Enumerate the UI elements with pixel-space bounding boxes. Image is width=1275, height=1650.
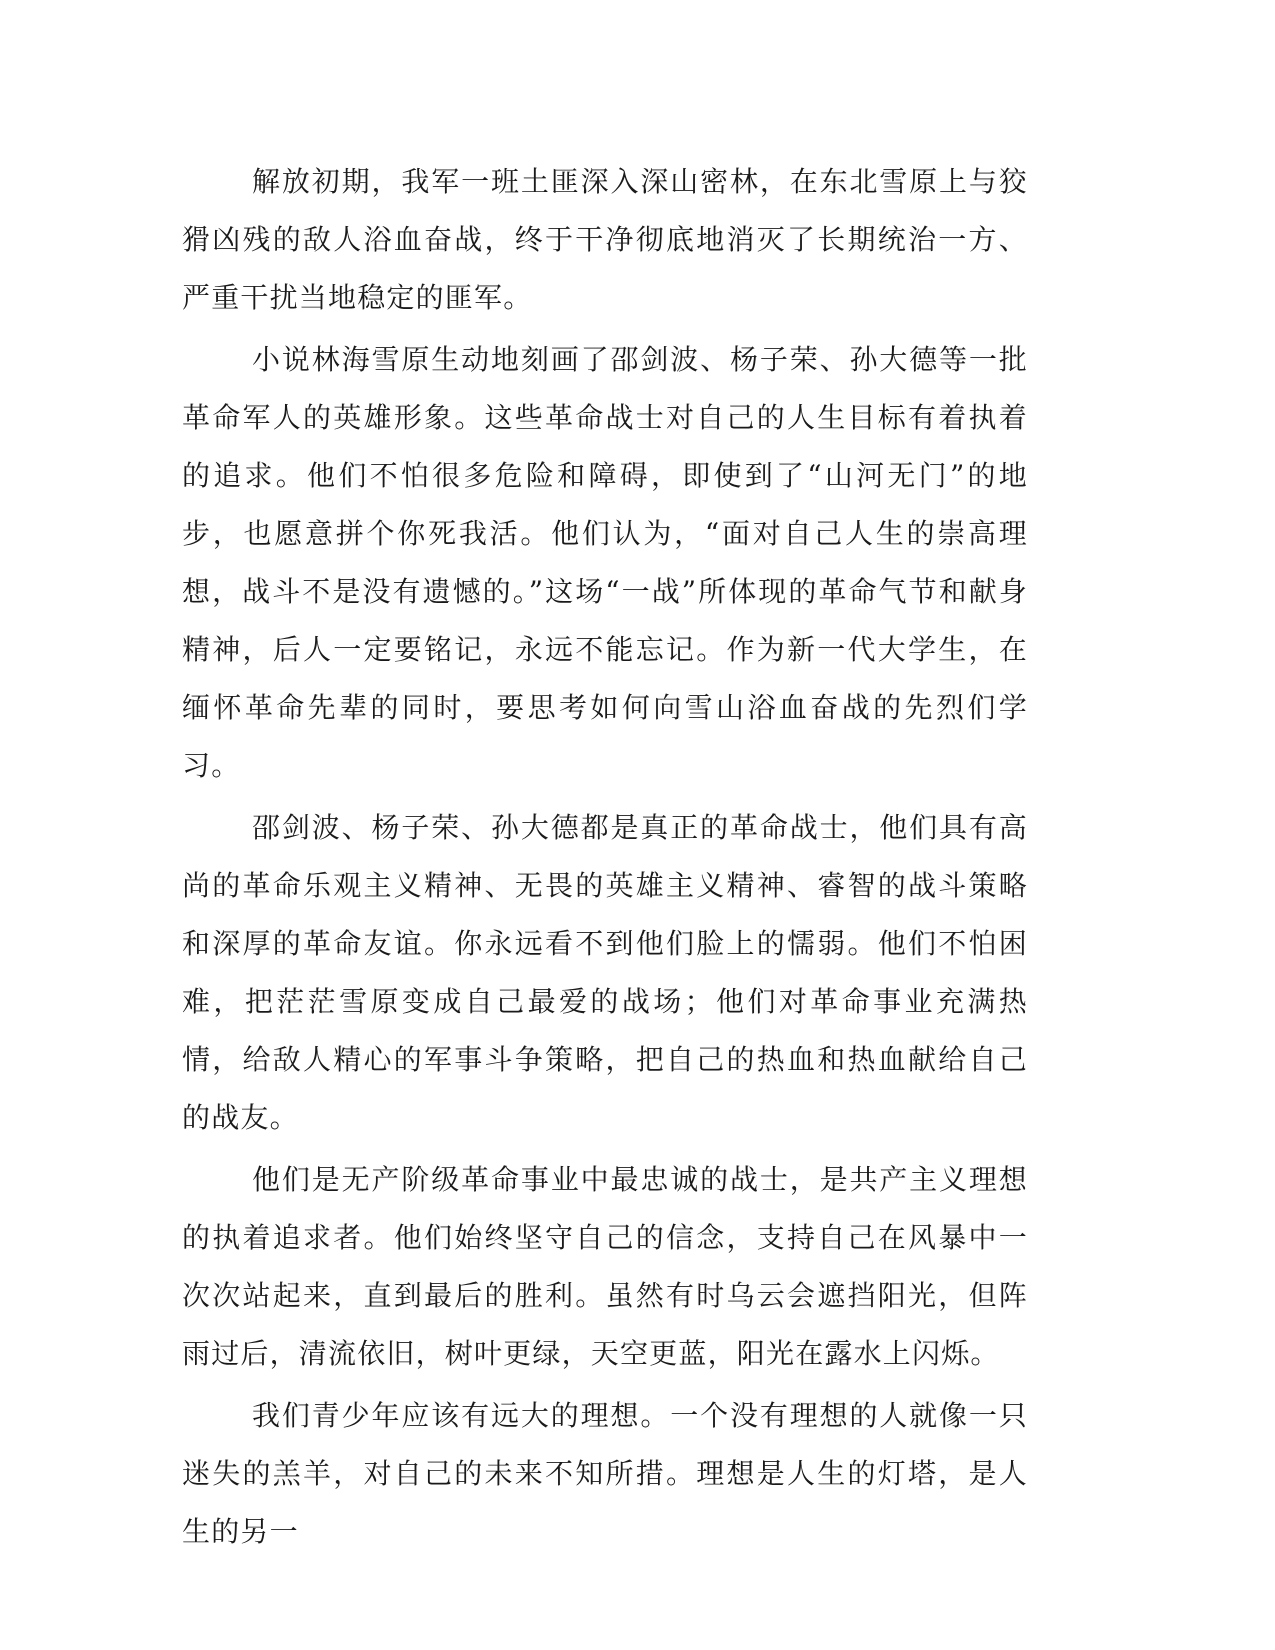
- paragraph-5: 我们青少年应该有远大的理想。一个没有理想的人就像一只迷失的羔羊，对自己的未来不知所措。理想是人生的灯塔，是人生的另一: [182, 1399, 1028, 1548]
- paragraph-3: 邵剑波、杨子荣、孙大德都是真正的革命战士，他们具有高尚的革命乐观主义精神、无畏的英雄主义精神、睿智的战斗策略和深厚的革命友谊。你永远看不到他们脸上的懦弱。他们不怕困难，把茫茫雪原变成自己最爱的战场；他们对革命事业充满热情，给敌人精心的军事斗争策略，把自己的热血和热血献给自己的战友。: [182, 811, 1028, 1134]
- document-page: [182, 153, 1028, 1565]
- paragraph-2: 小说林海雪原生动地刻画了邵剑波、杨子荣、孙大德等一批革命军人的英雄形象。这些革命战士对自己的人生目标有着执着的追求。他们不怕很多危险和障碍，即使到了“山河无门”的地步，也愿意拼个你死我活。他们认为，“面对自己人生的崇高理想，战斗不是没有遗憾的。”这场“一战”所体现的革命气节和献身精神，后人一定要铭记，永远不能忘记。作为新一代大学生，在缅怀革命先辈的同时，要思考如何向雪山浴血奋战的先烈们学习。: [182, 343, 1028, 782]
- paragraph-4: 他们是无产阶级革命事业中最忠诚的战士，是共产主义理想的执着追求者。他们始终坚守自己的信念，支持自己在风暴中一次次站起来，直到最后的胜利。虽然有时乌云会遮挡阳光，但阵雨过后，清流依旧，树叶更绿，天空更蓝，阳光在露水上闪烁。: [182, 1163, 1028, 1370]
- paragraph-1: 解放初期，我军一班土匪深入深山密林，在东北雪原上与狡猾凶残的敌人浴血奋战，终于干净彻底地消灭了长期统治一方、严重干扰当地稳定的匪军。: [182, 165, 1028, 314]
